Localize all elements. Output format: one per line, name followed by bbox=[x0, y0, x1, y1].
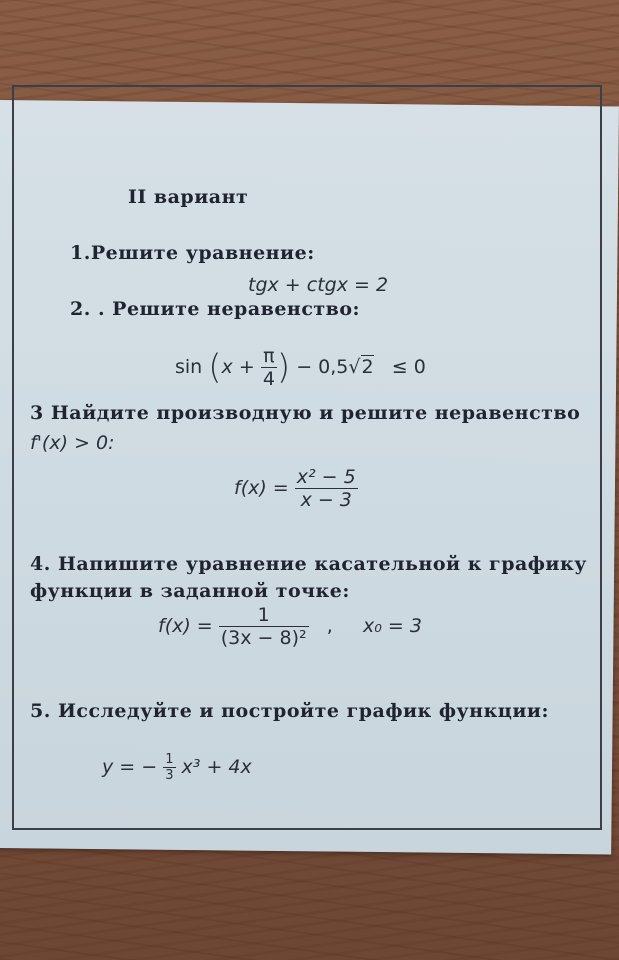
one-third: $\frac{1}{3}$ bbox=[165, 752, 174, 783]
task4-title: 4. Напишите уравнение касательной к графику bbox=[30, 553, 587, 575]
task3-function: f(x) = $\frac{\text{x² − 5}}{x - 3}$ bbox=[234, 466, 356, 511]
ineq-sign: ≤ 0 bbox=[391, 356, 426, 378]
pi-over-four: $\frac{\pi}{4}$ bbox=[262, 345, 275, 390]
sin-label: sin bbox=[175, 356, 203, 378]
task4-fraction: $\frac{1}{\text{(3x − 8)²}}$ bbox=[220, 604, 307, 649]
x-plus: x + bbox=[221, 356, 255, 378]
task3-condition: f'(x) > 0: bbox=[30, 432, 115, 454]
task2-title: 2. . Решите неравенство: bbox=[70, 298, 361, 320]
task4-point: x₀ = 3 bbox=[363, 615, 422, 637]
task5-function: y = − $\frac{1}{3}$ x³ + 4x bbox=[102, 752, 252, 783]
task5-title: 5. Исследуйте и постройте график функции: bbox=[30, 700, 550, 722]
task4-title-line2: функции в заданной точке: bbox=[30, 580, 350, 602]
task3-title: 3 Найдите производную и решите неравенство bbox=[30, 402, 581, 424]
task1-equation: tgx + ctgx = 2 bbox=[248, 274, 389, 296]
task3-fraction: $\frac{\text{x² − 5}}{x - 3}$ bbox=[296, 466, 356, 511]
task4-function: f(x) = $\frac{1}{\text{(3x − 8)²}}$ , x₀ = 3 bbox=[158, 604, 422, 649]
task1-title: 1.Решите уравнение: bbox=[70, 242, 315, 264]
minus-coef: − 0,5 bbox=[296, 356, 349, 378]
sqrt-value: 2 bbox=[361, 356, 374, 378]
task2-inequality: sin (x + $\frac{\pi}{4}$ ) − 0,5√2 ≤ 0 bbox=[175, 345, 426, 390]
task4-comma: , bbox=[326, 615, 333, 637]
variant-title: II вариант bbox=[128, 186, 249, 208]
